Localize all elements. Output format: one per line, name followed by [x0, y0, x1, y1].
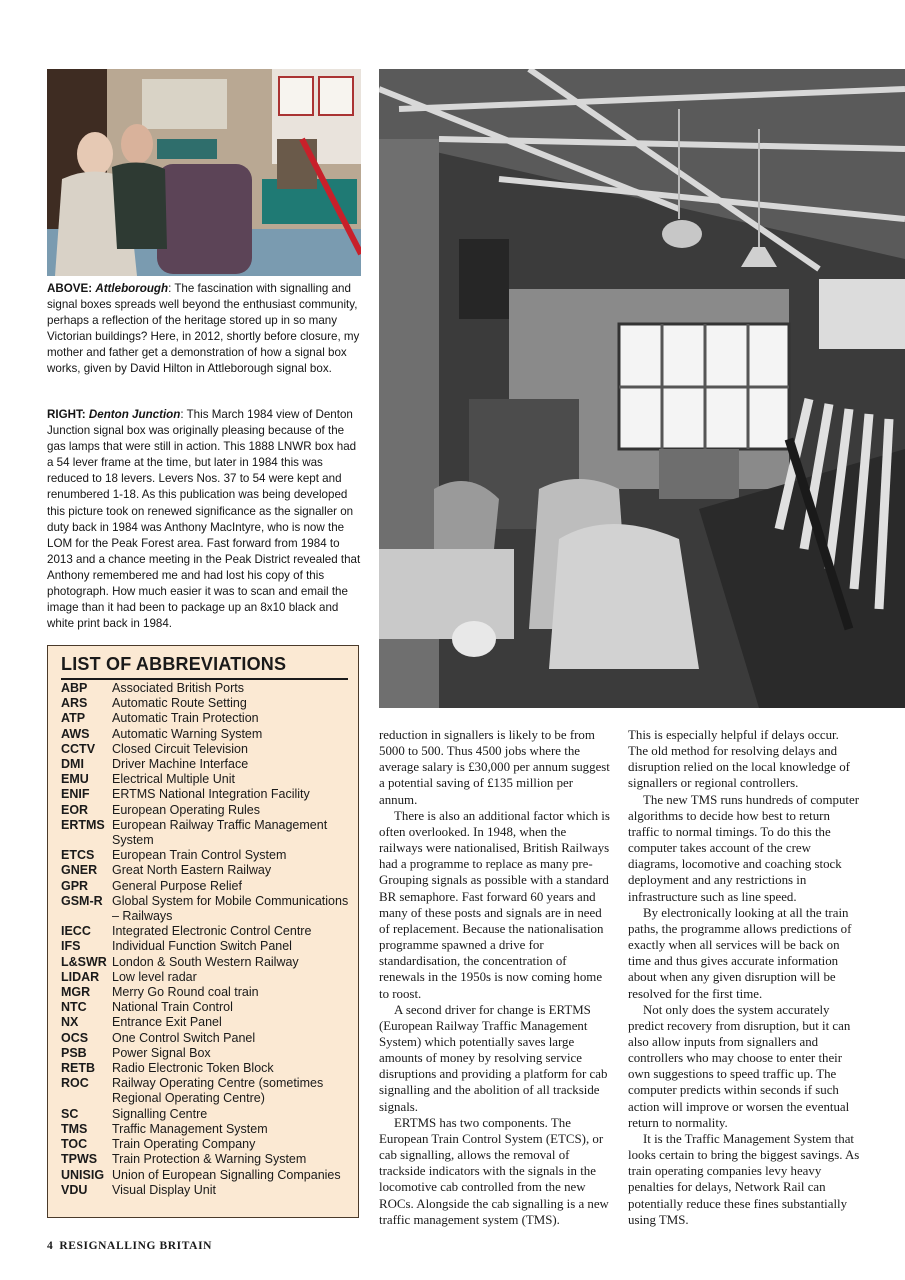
article-paragraph: This is especially helpful if delays occur. The old method for resolving delays and disruption relied on the local knowledge of signallers or regional controllers. — [628, 728, 850, 791]
abbreviation-definition: ERTMS National Integration Facility — [112, 787, 310, 802]
abbreviation-definition: Visual Display Unit — [112, 1182, 216, 1197]
article-paragraph: A second driver for change is ERTMS (European Railway Traffic Management System) which potentially saves large amounts of money by resolving service disruptions and providing a platform for cab signalling and the abolition of all trackside signals. — [379, 1002, 608, 1114]
abbreviation-item — [61, 711, 351, 726]
abbreviation-code: PSB — [61, 1045, 87, 1060]
abbreviation-item — [61, 879, 351, 894]
abbreviation-item — [61, 818, 351, 848]
abbreviation-definition: Merry Go Round coal train — [112, 985, 259, 1000]
abbreviation-code: DMI — [61, 757, 84, 772]
caption-place: Attleborough — [95, 282, 169, 295]
abbreviation-item — [61, 757, 351, 772]
abbreviation-code: NX — [61, 1015, 79, 1030]
abbreviation-definition: European Train Control System — [112, 848, 287, 863]
abbreviation-code: L&SWR — [61, 954, 107, 969]
abbreviation-code: CCTV — [61, 741, 96, 756]
abbreviation-code: ABP — [61, 681, 88, 695]
abbreviation-item — [61, 985, 351, 1000]
abbreviation-definition: Traffic Management System — [112, 1121, 268, 1136]
caption-text: : The fascination with signalling and signal boxes spreads well beyond the enthusiast community, perhaps a reflection of the heritage stored up in so many Victorian buildings? Here, in 2012, shortly before closure, my mother and father get a demonstration of how a signal box works, given by David Hilton in Attleborough signal box. — [47, 282, 360, 376]
abbreviation-item — [61, 727, 351, 742]
abbreviation-item — [61, 939, 351, 954]
abbreviation-code: ROC — [61, 1076, 89, 1091]
abbreviation-code: ENIF — [61, 787, 90, 802]
abbreviation-code: ETCS — [61, 848, 95, 863]
abbreviation-item — [61, 955, 351, 970]
abbreviation-item — [61, 1168, 351, 1183]
abbreviation-item — [61, 1137, 351, 1152]
abbreviation-code: GNER — [61, 863, 98, 878]
abbreviation-item — [61, 894, 351, 924]
abbreviation-item — [61, 848, 351, 863]
article-paragraph: It is the Traffic Management System that looks certain to bring the biggest savings. As train operating companies levy heavy penalties for delays, Network Rail can potentially reduce these fines substantially using TMS. — [628, 1131, 860, 1227]
abbreviation-definition: European Railway Traffic Management System — [112, 817, 328, 848]
caption-lead: RIGHT: — [47, 408, 86, 421]
abbreviation-code: EOR — [61, 802, 89, 817]
article-paragraph: The new TMS runs hundreds of computer algorithms to decide how best to return traffic to normal timings. To do this the computer takes account of the crew diagrams, locomotive and coaching stock deployment and any restrictions in infrastructure such as line speed. — [628, 792, 859, 904]
article-column-middle — [379, 727, 611, 1228]
abbreviation-definition: One Control Switch Panel — [112, 1030, 256, 1045]
abbreviations-title: LIST OF ABBREVIATIONS — [61, 654, 348, 680]
abbreviation-code: NTC — [61, 1000, 87, 1015]
abbreviation-definition: Railway Operating Centre (sometimes Regional Operating Centre) — [112, 1076, 324, 1106]
abbreviation-code: TMS — [61, 1121, 88, 1136]
page-number: 4 — [47, 1240, 54, 1252]
article-paragraph: ERTMS has two components. The European Train Control System (ETCS), or cab signalling, allows the removal of trackside indicators with the signals in the locomotive cab controlled from the new ROCs. Alongside the cab signalling is a new traffic management system (TMS). — [379, 1115, 609, 1227]
abbreviation-definition: London & South Western Railway — [112, 954, 299, 969]
abbreviation-code: IECC — [61, 924, 91, 939]
abbreviation-definition: Power Signal Box — [112, 1045, 211, 1060]
caption-text: : This March 1984 view of Denton Junction signal box was originally pleasing because of the gas lamps that were still in action. This 1888 LNWR box had a 54 lever frame at the time, but later in 1984 this was reduced to 18 levers. Levers Nos. 37 to 54 were kept and renumbered 1-18. As this publication was being developed this picture took on renewed significance as the signaller on duty back in 1984 was Anthony MacIntyre, who is now the LOM for the Peak Forest area. Fast forward from 1984 to 2013 and a chance meeting in the Peak District revealed that Anthony remembered me and had lost his copy of this photograph. How much easier it was to scan and email the image than it had been to package up an 8x10 black and white print back in 1984. — [47, 408, 361, 631]
abbreviation-code: OCS — [61, 1030, 89, 1045]
abbreviation-definition: General Purpose Relief — [112, 878, 242, 893]
abbreviation-item — [61, 1046, 351, 1061]
abbreviation-code: UNISIG — [61, 1167, 105, 1182]
abbreviation-item — [61, 1107, 351, 1122]
abbreviation-definition: Automatic Train Protection — [112, 711, 259, 726]
photo-denton-junction — [379, 69, 905, 708]
abbreviation-item — [61, 1076, 351, 1106]
abbreviation-code: MGR — [61, 985, 91, 1000]
abbreviation-code: IFS — [61, 939, 81, 954]
photo-attleborough — [47, 69, 361, 276]
abbreviation-definition: Electrical Multiple Unit — [112, 772, 235, 787]
abbreviation-code: AWS — [61, 726, 90, 741]
abbreviation-definition: Automatic Route Setting — [112, 696, 247, 711]
abbreviation-item — [61, 1015, 351, 1030]
abbreviation-code: RETB — [61, 1061, 96, 1076]
page-footer — [47, 1240, 212, 1252]
article-column-right — [628, 727, 860, 1228]
abbreviation-definition: Low level radar — [112, 969, 197, 984]
abbreviation-definition: Integrated Electronic Control Centre — [112, 924, 312, 939]
article-paragraph: Not only does the system accurately predict recovery from disruption, but it can also allow inputs from signallers and controllers who may choose to enter their own suggestions to speed traffic up. The computer predicts within seconds if such action will improve or worsen the eventual return to normality. — [628, 1002, 851, 1130]
abbreviation-definition: European Operating Rules — [112, 802, 261, 817]
abbreviation-definition: Radio Electronic Token Block — [112, 1061, 274, 1076]
abbreviation-item — [61, 742, 351, 757]
abbreviation-code: TOC — [61, 1137, 88, 1152]
abbreviation-definition: Individual Function Switch Panel — [112, 939, 292, 954]
abbreviation-definition: Associated British Ports — [112, 681, 244, 695]
article-paragraph: By electronically looking at all the train paths, the programme allows predictions of exactly when all services will be back on time and thus gives accurate information about when any given disruption will be resolved for the first time. — [628, 905, 852, 1001]
abbreviation-code: LIDAR — [61, 969, 100, 984]
article-paragraph: reduction in signallers is likely to be from 5000 to 500. Thus 4500 jobs where the average salary is £30,000 per annum suggest a potential saving of £135 million per annum. — [379, 728, 610, 807]
abbreviation-definition: Global System for Mobile Communications – Railways — [112, 893, 349, 924]
abbreviation-code: EMU — [61, 772, 89, 787]
abbreviation-definition: Train Protection & Warning System — [112, 1152, 307, 1167]
abbreviation-item — [61, 863, 351, 878]
abbreviation-code: ATP — [61, 711, 86, 726]
abbreviation-item — [61, 681, 351, 696]
abbreviation-code: ERTMS — [61, 817, 105, 832]
caption-attleborough — [47, 281, 363, 378]
abbreviation-item — [61, 1152, 351, 1167]
abbreviation-code: TPWS — [61, 1152, 98, 1167]
abbreviation-definition: Automatic Warning System — [112, 726, 263, 741]
abbreviation-code: GPR — [61, 878, 89, 893]
abbreviation-item — [61, 803, 351, 818]
abbreviations-box — [47, 645, 359, 1218]
caption-lead: ABOVE: — [47, 282, 93, 295]
abbreviation-definition: Closed Circuit Television — [112, 741, 248, 756]
abbreviation-code: SC — [61, 1106, 79, 1121]
abbreviation-item — [61, 1122, 351, 1137]
abbreviation-item — [61, 696, 351, 711]
abbreviation-definition: Signalling Centre — [112, 1106, 208, 1121]
abbreviation-definition: Train Operating Company — [112, 1137, 256, 1152]
abbreviation-code: VDU — [61, 1182, 88, 1197]
abbreviation-code: ARS — [61, 696, 88, 711]
abbreviation-item — [61, 1183, 351, 1198]
abbreviation-definition: Driver Machine Interface — [112, 757, 249, 772]
abbreviation-item — [61, 970, 351, 985]
abbreviation-item — [61, 1061, 351, 1076]
article-paragraph: There is also an additional factor which is often overlooked. In 1948, when the railways were nationalised, British Railways had a programme to replace as many pre-Grouping signals as possible with a standard BR semaphore. Fast forward 60 years and many of these posts and signals are in need of replacement. Because the nationalisation programme spawned a drive for standardisation, the concentration of renewals in the 1950s is now coming home to roost. — [379, 808, 610, 1001]
abbreviation-definition: Great North Eastern Railway — [112, 863, 272, 878]
caption-denton-junction — [47, 407, 363, 632]
abbreviation-item — [61, 1031, 351, 1046]
abbreviation-definition: Union of European Signalling Companies — [112, 1167, 341, 1182]
abbreviation-definition: National Train Control — [112, 1000, 233, 1015]
abbreviation-item — [61, 787, 351, 802]
abbreviation-item — [61, 924, 351, 939]
abbreviation-code: GSM-R — [61, 893, 103, 908]
abbreviation-definition: Entrance Exit Panel — [112, 1015, 222, 1030]
publication-title: RESIGNALLING BRITAIN — [59, 1240, 213, 1252]
caption-place: Denton Junction — [88, 408, 181, 421]
abbreviations-list — [61, 681, 351, 1198]
abbreviation-item — [61, 1000, 351, 1015]
abbreviation-item — [61, 772, 351, 787]
